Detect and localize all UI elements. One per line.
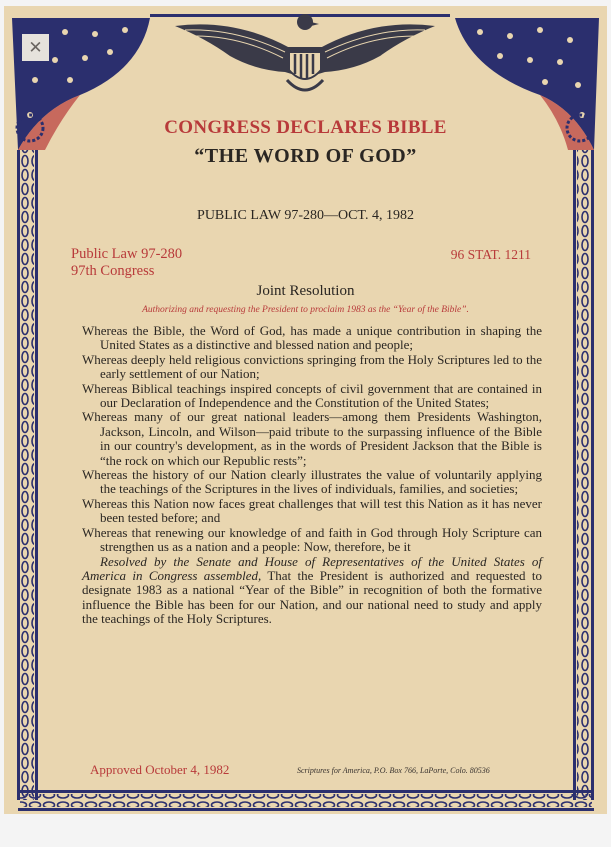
- whereas-clause: Whereas Biblical teachings inspired concepts of civil government that are contained in our Declaration of Independence and the Constitution of the United States;: [82, 380, 542, 411]
- resolution-type: Joint Resolution: [256, 283, 355, 299]
- statute-reference: 96 STAT. 1211: [450, 247, 531, 262]
- approved-date: Approved October 4, 1982: [90, 762, 230, 777]
- whereas-clause: Whereas many of our great national leaders—among them Presidents Washington, Jackson, Lincoln, and Wilson—paid tribute to the surpassing influence of the Bible in our country's development, as in the words of President Jackson that the Bible is “the rock on which our Republic rests”;: [82, 409, 542, 468]
- close-icon[interactable]: ✕: [22, 34, 49, 61]
- resolved-clause: [82, 555, 542, 627]
- eagle-crest-icon: [175, 8, 435, 100]
- public-law-number: Public Law 97-280: [71, 246, 183, 262]
- whereas-clause: Whereas that renewing our knowledge of and faith in God through Holy Scripture can strengthen us as a nation and a people: Now, therefore, be it: [82, 524, 542, 555]
- whereas-clause: Whereas deeply held religious convictions springing from the Holy Scriptures led to the early settlement of our Nation;: [82, 351, 542, 382]
- congress-number: 97th Congress: [71, 263, 155, 279]
- law-identifier: [71, 246, 182, 280]
- whereas-clause: Whereas this Nation now faces great challenges that will test this Nation as it has never been tested before; and: [82, 495, 542, 526]
- whereas-clause: Whereas the Bible, the Word of God, has made a unique contribution in shaping the United States as a distinctive and blessed nation and people;: [82, 323, 542, 353]
- resolution-body: [82, 324, 542, 627]
- title-line2: “THE WORD OF GOD”: [194, 145, 417, 167]
- authorizing-line: Authorizing and requesting the President to proclaim 1983 as the “Year of the Bible”.: [142, 305, 469, 315]
- resolved-text: That the President is authorized and requested to designate 1983 as a national “Year of the Bible” in recognition of both the formative influence the Bible has been for our Nation, and our national need to study and apply the teachings of the Holy Scriptures.: [82, 567, 543, 627]
- publisher-line: Scriptures for America, P.O. Box 766, LaPorte, Colo. 80536: [297, 766, 490, 775]
- law-heading: PUBLIC LAW 97-280—OCT. 4, 1982: [197, 208, 414, 223]
- title-line1: CONGRESS DECLARES BIBLE: [164, 117, 447, 138]
- resolved-italic: Resolved by the Senate and House of Representatives of the United States of America in Congress assembled,: [82, 553, 542, 583]
- whereas-clause: Whereas the history of our Nation clearly illustrates the value of voluntarily applying the teachings of the Scriptures in the lives of individuals, families, and societies;: [82, 467, 542, 497]
